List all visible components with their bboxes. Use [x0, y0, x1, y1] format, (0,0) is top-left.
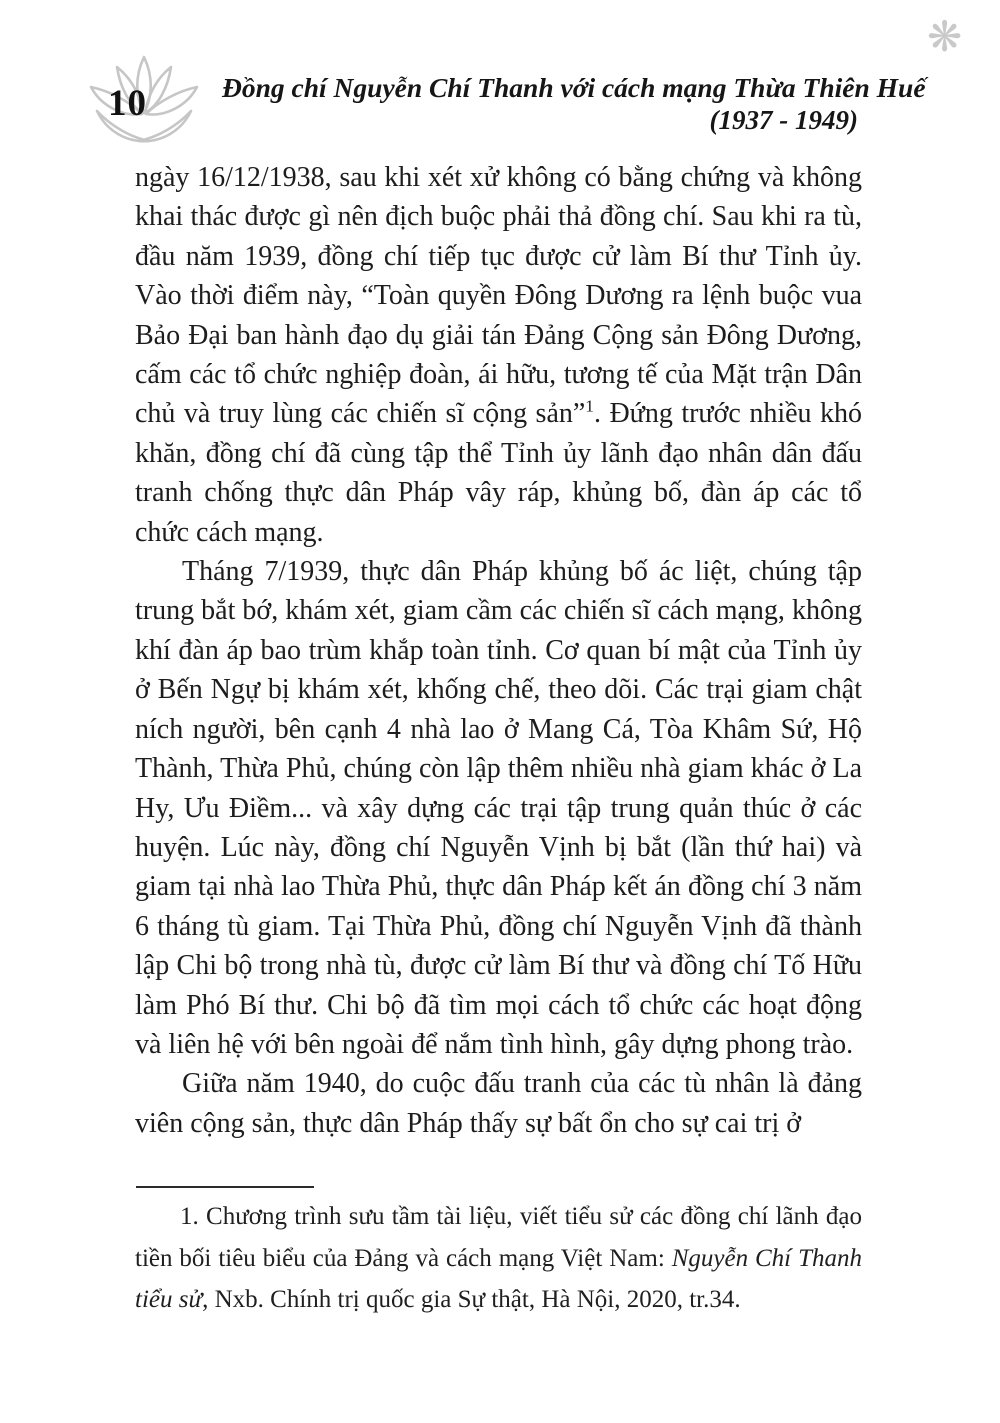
paragraph-2: Tháng 7/1939, thực dân Pháp khủng bố ác liệt, chúng tập trung bắt bớ, khám xét, giam cầm các chiến sĩ cách mạng, không khí đàn áp bao trùm khắp toàn tỉnh. Cơ quan bí mật của Tỉnh ủy ở Bến Ngự bị khám xét, khống chế, theo dõi. Các trại giam chật ních người, bên cạnh 4 nhà lao ở Mang Cá, Tòa Khâm Sứ, Hộ Thành, Thừa Phủ, chúng còn lập thêm nhiều nhà giam khác ở La Hy, Ưu Điềm... và xây dựng các trại tập trung quản thúc ở các huyện. Lúc này, đồng chí Nguyễn Vịnh bị bắt (lần thứ hai) và giam tại nhà lao Thừa Phủ, thực dân Pháp kết án đồng chí 3 năm 6 tháng tù giam. Tại Thừa Phủ, đồng chí Nguyễn Vịnh đã thành lập Chi bộ trong nhà tù, được cử làm Bí thư và đồng chí Tố Hữu làm Phó Bí thư. Chi bộ đã tìm mọi cách tổ chức các hoạt động và liên hệ với bên ngoài để nắm tình hình, gây dựng phong trào.: [135, 556, 862, 1060]
paragraph-3: Giữa năm 1940, do cuộc đấu tranh của các tù nhân là đảng viên cộng sản, thực dân Pháp thấy sự bất ổn cho sự cai trị ở: [135, 1068, 862, 1139]
flower-ornament-icon: ❋: [927, 12, 963, 61]
paragraph-1-text: ngày 16/12/1938, sau khi xét xử không có bằng chứng và không khai thác được gì nên địch buộc phải thả đồng chí. Sau khi ra tù, đầu năm 1939, đồng chí tiếp tục được cử làm Bí thư Tỉnh ủy. Vào thời điểm này, “Toàn quyền Đông Dương ra lệnh buộc vua Bảo Đại ban hành đạo dụ giải tán Đảng Cộng sản Đông Dương, cấm các tổ chức nghiệp đoàn, ái hữu, tương tế của Mặt trận Dân chủ và truy lùng các chiến sĩ cộng sản”: [135, 162, 862, 430]
footnote-text-continued: , Nxb. Chính trị quốc gia Sự thật, Hà Nội, 2020, tr.34.: [202, 1286, 741, 1313]
paragraph-1-text-continued: . Đứng trước nhiều khó khăn, đồng chí đã cùng tập thể Tỉnh ủy lãnh đạo nhân dân đấu tranh chống thực dân Pháp vây ráp, khủng bố, đàn áp các tổ chức cách mạng.: [135, 398, 862, 548]
running-header-years: (1937 - 1949): [709, 105, 858, 135]
page-number: 10: [108, 83, 147, 124]
footnote-book-title: Nguyễn Chí Thanh tiểu sử: [135, 1244, 862, 1313]
footnote: [135, 1196, 862, 1321]
page-body: [135, 158, 862, 1143]
running-header-title: Đồng chí Nguyễn Chí Thanh với cách mạng Thừa Thiên Huế: [222, 72, 926, 103]
page-number-block: [84, 54, 204, 150]
paragraph-1: [135, 158, 862, 552]
footnote-separator: [136, 1186, 314, 1188]
footnote-reference-marker: 1: [585, 397, 594, 417]
running-header: [222, 72, 926, 135]
footnote-text: 1. Chương trình sưu tầm tài liệu, viết tiểu sử các đồng chí lãnh đạo tiền bối tiêu biểu của Đảng và cách mạng Việt Nam:: [135, 1203, 862, 1272]
